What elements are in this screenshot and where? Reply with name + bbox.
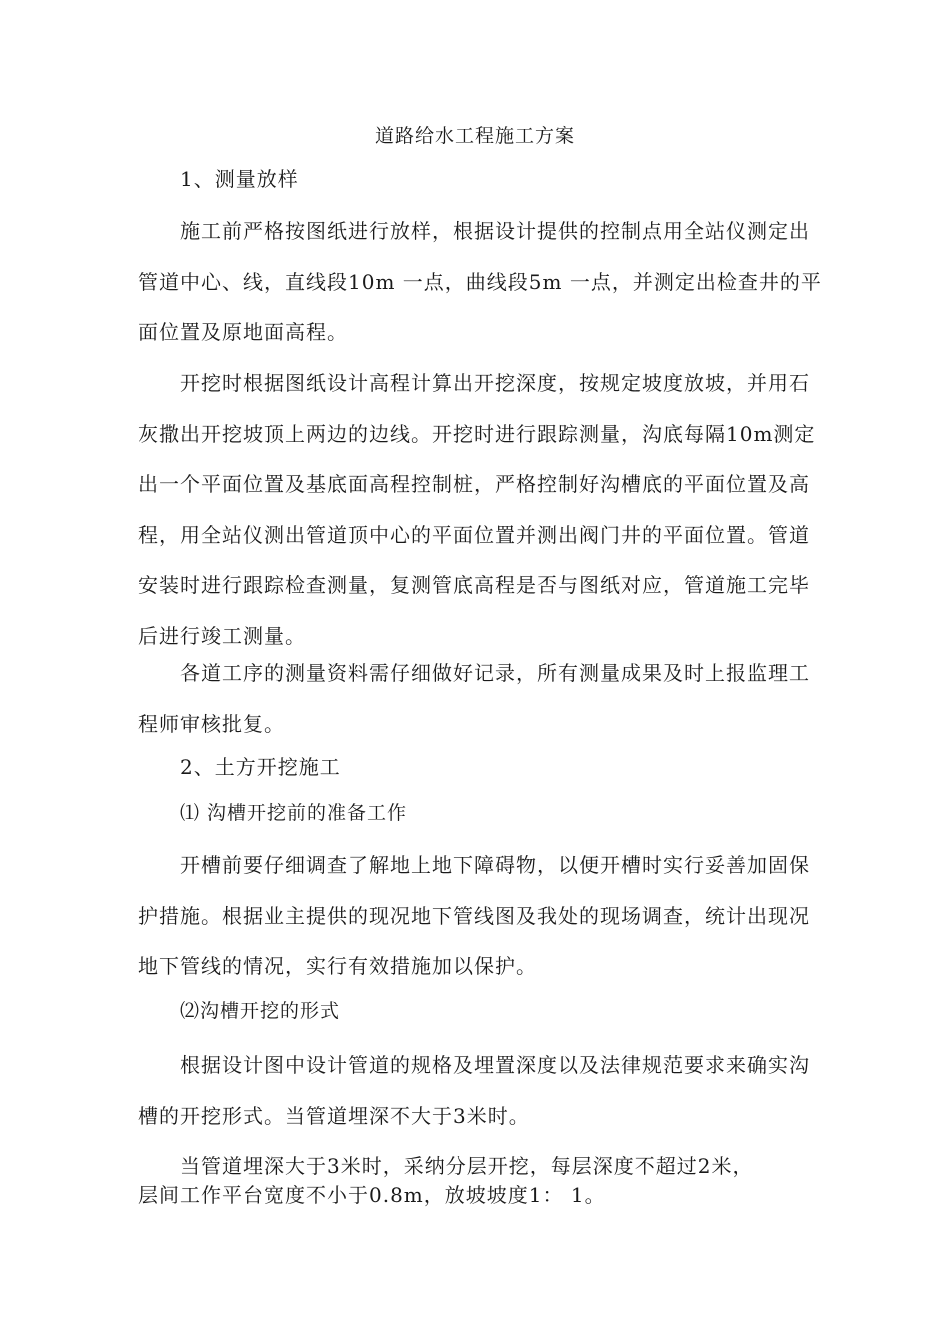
paragraph-survey-records: 各道工序的测量资料需仔细做好记录，所有测量成果及时上报监理工程师审核批复。 bbox=[138, 661, 810, 736]
paragraph-layered-excavation bbox=[138, 1152, 838, 1210]
section-1-heading: 1、测量放样 bbox=[180, 167, 299, 191]
layered-excavation-line-2: 层间工作平台宽度不小于0.8m，放坡坡度1： 1。 bbox=[138, 1183, 606, 1207]
paragraph-excavation-survey: 开挖时根据图纸设计高程计算出开挖深度，按规定坡度放坡，并用石灰撒出开挖坡顶上两边的边线。开挖时进行跟踪测量，沟底每隔10m测定出一个平面位置及基底面高程控制桩，严格控制好沟槽底的平面位置及高程，用全站仪测出管道顶中心的平面位置并测出阀门井的平面位置。管道安装时进行跟踪检查测量，复测管底高程是否与图纸对应，管道施工完毕后进行竣工测量。 bbox=[138, 371, 816, 648]
paragraph-preparation: 开槽前要仔细调查了解地上地下障碍物，以便开槽时实行妥善加固保护措施。根据业主提供的现况地下管线图及我处的现场调查，统计出现况地下管线的情况，实行有效措施加以保护。 bbox=[138, 853, 810, 979]
document-title: 道路给水工程施工方案 bbox=[374, 125, 575, 147]
subsection-2-heading: ⑵沟槽开挖的形式 bbox=[180, 1000, 341, 1022]
subsection-1-heading: ⑴ 沟槽开挖前的准备工作 bbox=[180, 802, 408, 824]
layered-excavation-line-1: 当管道埋深大于3米时，采纳分层开挖，每层深度不超过2米， bbox=[180, 1154, 754, 1178]
paragraph-trench-form: 根据设计图中设计管道的规格及埋置深度以及法律规范要求来确实沟槽的开挖形式。当管道埋深不大于3米时。 bbox=[138, 1053, 810, 1128]
section-2-heading: 2、土方开挖施工 bbox=[180, 755, 341, 779]
paragraph-survey-layout: 施工前严格按图纸进行放样，根据设计提供的控制点用全站仪测定出管道中心、线，直线段10m 一点，曲线段5m 一点，并测定出检查井的平面位置及原地面高程。 bbox=[138, 219, 822, 345]
